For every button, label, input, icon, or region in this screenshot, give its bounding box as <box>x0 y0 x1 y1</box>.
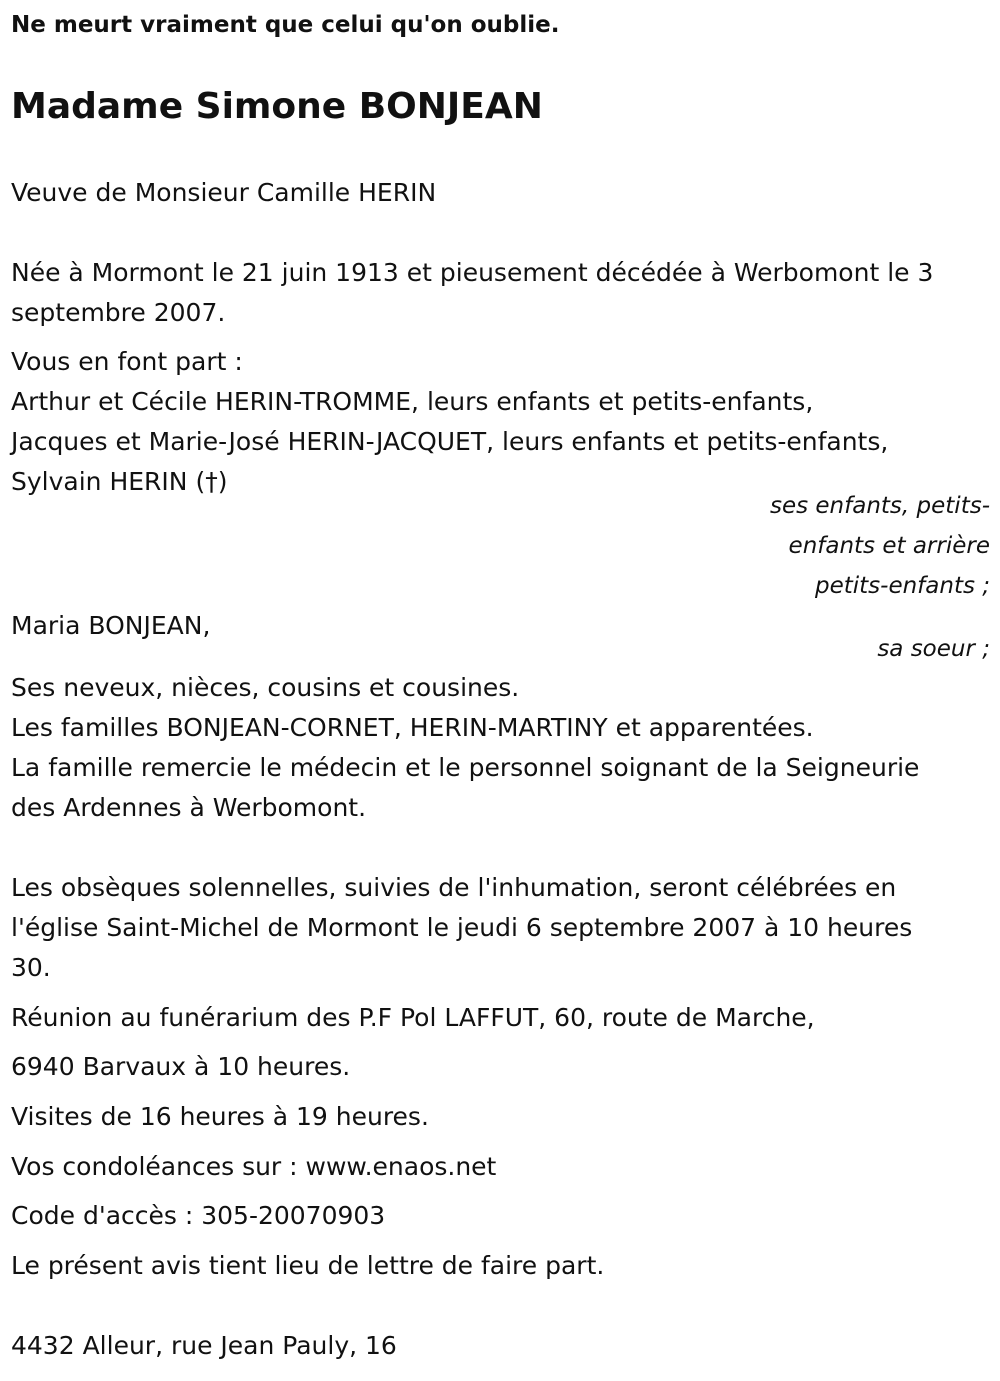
sister-relation: sa soeur ; <box>877 636 990 662</box>
address: 4432 Alleur, rue Jean Pauly, 16 <box>11 1331 397 1360</box>
child-line-1: Arthur et Cécile HERIN-TROMME, leurs enfants et petits-enfants, <box>11 387 814 416</box>
birth-death-line-2: septembre 2007. <box>11 298 226 327</box>
children-relation-1: ses enfants, petits- <box>769 493 990 519</box>
announcers-intro: Vous en font part : <box>11 347 243 376</box>
visits: Visites de 16 heures à 19 heures. <box>11 1102 429 1131</box>
widow-of: Veuve de Monsieur Camille HERIN <box>11 178 437 207</box>
extended-family-line-4: des Ardennes à Werbomont. <box>11 793 367 822</box>
extended-family-line-3: La famille remercie le médecin et le personnel soignant de la Seigneurie <box>11 753 920 782</box>
meeting-address: 6940 Barvaux à 10 heures. <box>11 1052 351 1081</box>
child-line-3: Sylvain HERIN (†) <box>11 467 228 496</box>
child-line-2: Jacques et Marie-José HERIN-JACQUET, leurs enfants et petits-enfants, <box>11 427 889 456</box>
deceased-name: Madame Simone BONJEAN <box>11 86 543 127</box>
epigraph: Ne meurt vraiment que celui qu'on oublie. <box>11 12 560 38</box>
funeral-line-3: 30. <box>11 953 51 982</box>
birth-death-line-1: Née à Mormont le 21 juin 1913 et pieusement décédée à Werbomont le 3 <box>11 258 934 287</box>
meeting: Réunion au funérarium des P.F Pol LAFFUT, 60, route de Marche, <box>11 1003 815 1032</box>
sister: Maria BONJEAN, <box>11 611 211 640</box>
notice: Le présent avis tient lieu de lettre de faire part. <box>11 1251 605 1280</box>
access-code: Code d'accès : 305-20070903 <box>11 1201 386 1230</box>
funeral-line-1: Les obsèques solennelles, suivies de l'inhumation, seront célébrées en <box>11 873 897 902</box>
condolences: Vos condoléances sur : www.enaos.net <box>11 1152 497 1181</box>
extended-family-line-1: Ses neveux, nièces, cousins et cousines. <box>11 673 520 702</box>
children-relation-3: petits-enfants ; <box>814 573 990 599</box>
extended-family-line-2: Les familles BONJEAN-CORNET, HERIN-MARTINY et apparentées. <box>11 713 814 742</box>
funeral-line-2: l'église Saint-Michel de Mormont le jeudi 6 septembre 2007 à 10 heures <box>11 913 913 942</box>
children-relation-2: enfants et arrière <box>788 533 990 559</box>
